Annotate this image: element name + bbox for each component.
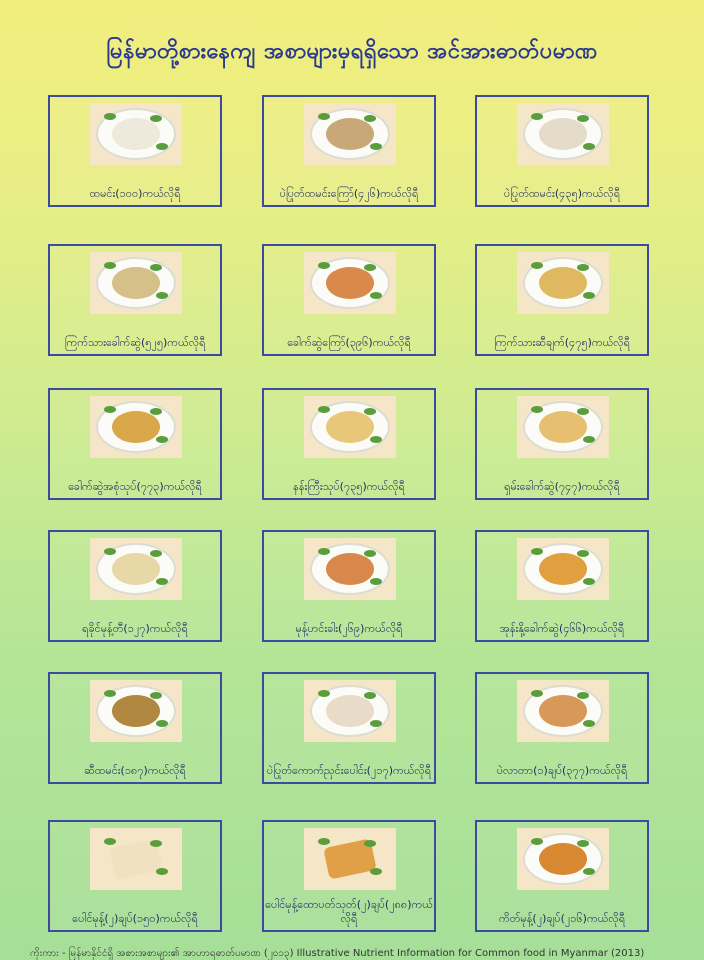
chicken-noodle-icon xyxy=(90,252,182,314)
page-title: မြန်မာတို့စားနေကျ အစာများမှရရှိသော အင်အားဓာတ်ပမာဏ xyxy=(106,39,598,64)
garnish xyxy=(583,720,595,727)
rakhine-noodle-icon xyxy=(90,538,182,600)
food-card xyxy=(48,244,222,356)
food-portion xyxy=(539,118,587,150)
thick-noodle-salad-icon xyxy=(304,396,396,458)
rice-beans-icon xyxy=(517,103,609,165)
garnish xyxy=(364,115,376,122)
food-card xyxy=(262,95,436,207)
food-portion xyxy=(112,695,160,727)
food-portion xyxy=(539,553,587,585)
garnish xyxy=(318,262,330,269)
food-card xyxy=(475,530,649,642)
food-caption: ရှမ်းခေါက်ဆွဲ(၇၄၇)ကယ်လိုရီ xyxy=(504,480,620,493)
food-card xyxy=(262,244,436,356)
garnish xyxy=(318,406,330,413)
garnish xyxy=(104,690,116,697)
food-portion xyxy=(112,553,160,585)
food-card xyxy=(475,244,649,356)
food-caption: ထမင်း(၁၀၀)ကယ်လိုရီ xyxy=(89,187,181,200)
garnish xyxy=(370,143,382,150)
garnish xyxy=(531,548,543,555)
garnish xyxy=(156,292,168,299)
food-card xyxy=(475,388,649,500)
food-portion xyxy=(326,411,374,443)
food-caption: ရခိုင်မုန့်တီ(၁၂၇)ကယ်လိုရီ xyxy=(82,622,188,635)
food-card xyxy=(48,95,222,207)
garnish xyxy=(577,692,589,699)
garnish xyxy=(150,692,162,699)
garnish xyxy=(364,408,376,415)
food-card xyxy=(475,820,649,932)
oil-rice-icon xyxy=(90,680,182,742)
garnish xyxy=(370,868,382,875)
food-card xyxy=(262,530,436,642)
garnish xyxy=(583,292,595,299)
food-portion xyxy=(112,411,160,443)
garnish xyxy=(156,720,168,727)
bread-icon xyxy=(90,828,182,890)
garnish xyxy=(150,408,162,415)
food-portion xyxy=(539,695,587,727)
garnish xyxy=(370,292,382,299)
food-caption: ပဲပြုတ်ထမင်းကြော်(၄၂၆)ကယ်လိုရီ xyxy=(279,187,419,200)
shan-noodle-icon xyxy=(517,396,609,458)
garnish xyxy=(364,264,376,271)
garnish xyxy=(583,868,595,875)
garnish xyxy=(364,550,376,557)
food-card xyxy=(475,95,649,207)
garnish xyxy=(531,262,543,269)
garnish xyxy=(370,720,382,727)
garnish xyxy=(104,406,116,413)
food-card xyxy=(262,672,436,784)
garnish xyxy=(577,408,589,415)
garnish xyxy=(150,550,162,557)
butter-toast-icon xyxy=(304,828,396,890)
food-portion xyxy=(539,267,587,299)
garnish xyxy=(104,548,116,555)
garnish xyxy=(531,690,543,697)
food-portion xyxy=(326,695,374,727)
food-caption: ပဲပြုတ်ထမင်း(၄၃၅)ကယ်လိုရီ xyxy=(503,187,621,200)
paratha-icon xyxy=(517,680,609,742)
food-caption: ပေါင်မုန့်ထောပတ်သုတ်(၂)ချပ်(၂၈၈)ကယ်လိုရီ xyxy=(265,898,433,925)
footnote: ကိုးကား - မြန်မာနိုင်ငံရှိ အစားအစာများ၏ အာဟာရဓာတ်ပမာဏ (၂၀၁၃) Illustrative Nutrient Information for Common food in Myanmar (2013) xyxy=(30,948,645,959)
garnish xyxy=(583,436,595,443)
food-caption: နန်းကြီးသုပ်(၇၃၅)ကယ်လိုရီ xyxy=(293,480,405,493)
food-portion xyxy=(539,843,587,875)
garnish xyxy=(531,406,543,413)
food-caption: ခေါက်ဆွဲကြော်(၃၉၆)ကယ်လိုရီ xyxy=(287,336,411,349)
food-caption: အုန်းနို့ခေါက်ဆွဲ(၄၆၆)ကယ်လိုရီ xyxy=(499,622,625,635)
cake-icon xyxy=(517,828,609,890)
food-card xyxy=(48,672,222,784)
food-caption: ပေါင်မုန့်(၂)ချပ်(၁၅၀)ကယ်လိုရီ xyxy=(72,912,198,925)
fried-noodle-icon xyxy=(304,252,396,314)
food-caption: ပဲပြုတ်ကောက်ညှင်းပေါင်း(၂၁၇)ကယ်လိုရီ xyxy=(266,764,432,777)
food-caption: ကိတ်မုန့်(၂)ချပ်(၂၁၆)ကယ်လိုရီ xyxy=(498,912,626,925)
oil-noodle-icon xyxy=(517,252,609,314)
food-portion xyxy=(112,267,160,299)
food-portion xyxy=(326,267,374,299)
food-portion xyxy=(112,118,160,150)
food-caption: မုန့်ဟင်းခါး(၂၆၉)ကယ်လိုရီ xyxy=(295,622,403,635)
garnish xyxy=(370,578,382,585)
garnish xyxy=(156,436,168,443)
garnish xyxy=(577,550,589,557)
garnish xyxy=(104,262,116,269)
food-caption: ကြက်သားခေါက်ဆွဲ(၅၂၅)ကယ်လိုရီ xyxy=(64,336,206,349)
white-rice-icon xyxy=(90,103,182,165)
garnish xyxy=(577,264,589,271)
food-card xyxy=(475,672,649,784)
garnish xyxy=(156,143,168,150)
garnish xyxy=(150,115,162,122)
noodle-salad-icon xyxy=(90,396,182,458)
garnish xyxy=(104,838,116,845)
garnish xyxy=(156,868,168,875)
garnish xyxy=(318,690,330,697)
food-card xyxy=(48,530,222,642)
garnish xyxy=(104,113,116,120)
food-card xyxy=(262,820,436,932)
food-card xyxy=(262,388,436,500)
garnish xyxy=(364,692,376,699)
garnish xyxy=(150,264,162,271)
garnish xyxy=(150,840,162,847)
food-portion xyxy=(539,411,587,443)
sticky-rice-icon xyxy=(304,680,396,742)
garnish xyxy=(318,113,330,120)
garnish xyxy=(318,838,330,845)
food-card xyxy=(48,388,222,500)
food-caption: ဆီထမင်း(၁၈၇)ကယ်လိုရီ xyxy=(84,764,186,777)
fried-rice-icon xyxy=(304,103,396,165)
garnish xyxy=(364,840,376,847)
coconut-noodle-icon xyxy=(517,538,609,600)
garnish xyxy=(583,578,595,585)
food-caption: ကြက်သားဆီချက်(၄၇၅)ကယ်လိုရီ xyxy=(494,336,630,349)
food-portion xyxy=(326,553,374,585)
food-portion xyxy=(326,118,374,150)
mohinga-icon xyxy=(304,538,396,600)
food-caption: ပဲလာတာ(၁)ချပ်(၃၇၇)ကယ်လိုရီ xyxy=(496,764,628,777)
garnish xyxy=(318,548,330,555)
garnish xyxy=(577,840,589,847)
garnish xyxy=(156,578,168,585)
food-caption: ခေါက်ဆွဲအစုံသုပ်(၇၇၃)ကယ်လိုရီ xyxy=(68,480,202,493)
garnish xyxy=(531,113,543,120)
food-card xyxy=(48,820,222,932)
garnish xyxy=(370,436,382,443)
garnish xyxy=(531,838,543,845)
garnish xyxy=(583,143,595,150)
garnish xyxy=(577,115,589,122)
